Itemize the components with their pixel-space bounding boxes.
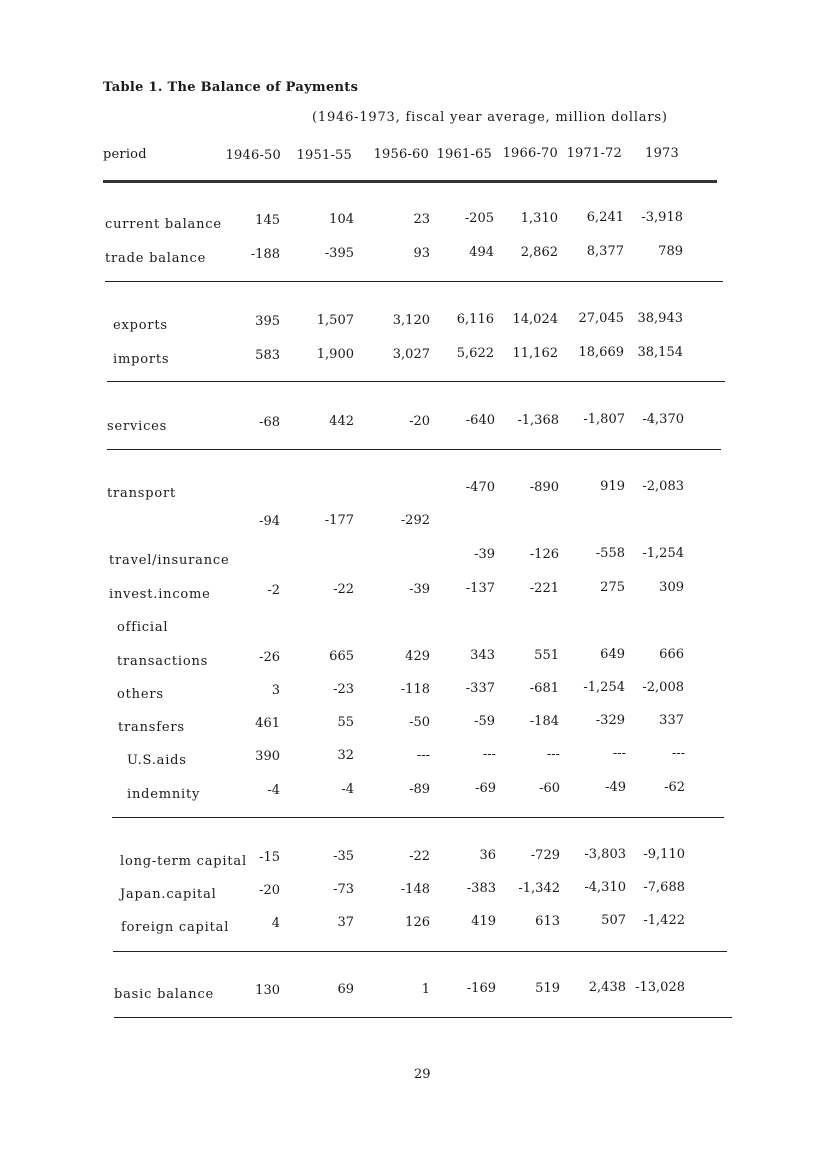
table-cell: -4,310 bbox=[584, 880, 626, 895]
table-cell: -188 bbox=[250, 247, 280, 262]
table-cell: -94 bbox=[259, 514, 280, 529]
table-cell: 104 bbox=[329, 212, 354, 227]
table-cell: -62 bbox=[664, 780, 685, 795]
table-cell: 390 bbox=[255, 749, 280, 764]
column-header: 1961-65 bbox=[436, 147, 492, 162]
table-cell: -337 bbox=[465, 681, 495, 696]
table-cell: 4 bbox=[271, 916, 280, 931]
table-cell: 36 bbox=[479, 848, 496, 863]
table-cell: -1,368 bbox=[517, 413, 559, 428]
table-cell: 309 bbox=[659, 580, 684, 595]
table-cell: 429 bbox=[405, 649, 430, 664]
table-cell: -1,254 bbox=[642, 546, 684, 561]
table-cell: 18,669 bbox=[578, 345, 624, 360]
table-cell: -49 bbox=[605, 780, 626, 795]
table-cell: 23 bbox=[413, 212, 430, 227]
table-cell: -23 bbox=[333, 682, 354, 697]
table-cell: 6,116 bbox=[456, 312, 494, 327]
table-cell: -69 bbox=[475, 781, 496, 796]
table-cell: --- bbox=[612, 746, 626, 761]
table-cell: -126 bbox=[529, 547, 559, 562]
page-number: 29 bbox=[414, 1067, 431, 1082]
table-cell: 1,310 bbox=[520, 211, 558, 226]
table-cell: -169 bbox=[466, 981, 496, 996]
table-cell: 343 bbox=[470, 648, 495, 663]
period-header: period bbox=[103, 147, 147, 162]
table-cell: --- bbox=[546, 747, 560, 762]
table-cell: 275 bbox=[600, 580, 625, 595]
table-cell: -2 bbox=[267, 583, 280, 598]
table-cell: -729 bbox=[530, 848, 560, 863]
table-cell: -20 bbox=[259, 883, 280, 898]
table-title: Table 1. The Balance of Payments bbox=[103, 80, 359, 95]
row-label: invest.income bbox=[109, 587, 211, 602]
table-cell: -890 bbox=[529, 480, 559, 495]
table-cell: 519 bbox=[535, 981, 560, 996]
table-cell: -470 bbox=[465, 480, 495, 495]
table-cell: -4 bbox=[341, 782, 354, 797]
row-label: transfers bbox=[118, 720, 185, 735]
table-cell: -4,370 bbox=[642, 412, 684, 427]
table-cell: -35 bbox=[333, 849, 354, 864]
table-cell: -2,008 bbox=[642, 680, 684, 695]
table-cell: 37 bbox=[337, 915, 354, 930]
table-cell: -2,083 bbox=[642, 479, 684, 494]
table-cell: 419 bbox=[471, 914, 496, 929]
table-cell: 665 bbox=[329, 649, 354, 664]
table-cell: -177 bbox=[324, 513, 354, 528]
table-cell: 1,507 bbox=[316, 313, 354, 328]
table-cell: -3,918 bbox=[641, 210, 683, 225]
table-cell: -50 bbox=[409, 715, 430, 730]
table-cell: 2,862 bbox=[520, 245, 558, 260]
table-cell: 3 bbox=[271, 683, 280, 698]
table-cell: -9,110 bbox=[643, 847, 685, 862]
table-cell: --- bbox=[671, 746, 685, 761]
table-cell: 551 bbox=[534, 648, 559, 663]
table-cell: -292 bbox=[400, 513, 430, 528]
table-cell: -184 bbox=[529, 714, 559, 729]
table-cell: 3,120 bbox=[392, 313, 430, 328]
row-label: others bbox=[117, 687, 164, 702]
table-cell: 507 bbox=[601, 913, 626, 928]
table-divider bbox=[107, 449, 721, 450]
table-cell: -205 bbox=[464, 211, 494, 226]
table-cell: 8,377 bbox=[586, 244, 624, 259]
row-label: trade balance bbox=[105, 251, 207, 266]
table-cell: -1,422 bbox=[643, 913, 685, 928]
table-cell: 6,241 bbox=[586, 210, 624, 225]
table-cell: 11,162 bbox=[512, 346, 558, 361]
table-cell: -68 bbox=[259, 415, 280, 430]
table-divider bbox=[112, 817, 724, 818]
table-cell: -26 bbox=[259, 650, 280, 665]
row-label: exports bbox=[113, 318, 168, 333]
column-header: 1946-50 bbox=[225, 148, 281, 163]
table-divider bbox=[114, 1017, 732, 1018]
table-cell: -329 bbox=[595, 713, 625, 728]
table-cell: -59 bbox=[474, 714, 495, 729]
table-cell: -73 bbox=[333, 882, 354, 897]
table-cell: -1,342 bbox=[518, 881, 560, 896]
table-cell: -15 bbox=[259, 850, 280, 865]
column-header: 1951-55 bbox=[296, 148, 352, 163]
table-cell: 32 bbox=[337, 748, 354, 763]
table-cell: 130 bbox=[255, 983, 280, 998]
table-cell: 27,045 bbox=[578, 311, 624, 326]
table-divider bbox=[103, 180, 717, 183]
table-cell: -3,803 bbox=[584, 847, 626, 862]
row-label: travel/insurance bbox=[109, 553, 230, 568]
table-cell: 38,943 bbox=[637, 311, 683, 326]
table-cell: 69 bbox=[337, 982, 354, 997]
table-subtitle: (1946-1973, fiscal year average, million dollars) bbox=[312, 110, 668, 125]
table-cell: -221 bbox=[529, 581, 559, 596]
table-cell: 2,438 bbox=[588, 980, 626, 995]
table-cell: -1,254 bbox=[583, 680, 625, 695]
row-label: indemnity bbox=[127, 787, 201, 802]
table-cell: -148 bbox=[400, 882, 430, 897]
row-label: transactions bbox=[117, 654, 209, 669]
table-cell: 14,024 bbox=[512, 312, 558, 327]
table-cell: -39 bbox=[409, 582, 430, 597]
row-label: long-term capital bbox=[120, 854, 247, 869]
table-cell: -60 bbox=[539, 781, 560, 796]
table-cell: --- bbox=[482, 747, 496, 762]
table-divider bbox=[107, 381, 725, 382]
table-cell: 126 bbox=[405, 915, 430, 930]
table-cell: -383 bbox=[466, 881, 496, 896]
table-cell: -558 bbox=[595, 546, 625, 561]
row-label: basic balance bbox=[114, 987, 215, 1002]
table-cell: 1 bbox=[421, 982, 430, 997]
table-cell: -13,028 bbox=[635, 980, 685, 995]
column-header: 1973 bbox=[645, 146, 679, 161]
row-label: official bbox=[117, 620, 169, 635]
table-cell: 666 bbox=[659, 647, 684, 662]
table-cell: 55 bbox=[337, 715, 354, 730]
table-cell: 395 bbox=[255, 314, 280, 329]
table-cell: 5,622 bbox=[456, 346, 494, 361]
table-cell: -22 bbox=[409, 849, 430, 864]
table-cell: 649 bbox=[600, 647, 625, 662]
row-label: transport bbox=[107, 486, 177, 501]
row-label: U.S.aids bbox=[127, 753, 187, 768]
row-label: Japan.capital bbox=[120, 887, 217, 902]
column-header: 1971-72 bbox=[566, 146, 622, 161]
table-divider bbox=[113, 951, 727, 952]
table-cell: 613 bbox=[535, 914, 560, 929]
column-header: 1956-60 bbox=[373, 147, 429, 162]
table-cell: -118 bbox=[400, 682, 430, 697]
table-cell: 93 bbox=[413, 246, 430, 261]
table-cell: 1,900 bbox=[316, 347, 354, 362]
row-label: current balance bbox=[105, 217, 222, 232]
table-cell: -39 bbox=[474, 547, 495, 562]
table-cell: -7,688 bbox=[643, 880, 685, 895]
table-cell: 337 bbox=[659, 713, 684, 728]
table-cell: 919 bbox=[600, 479, 625, 494]
table-cell: -137 bbox=[465, 581, 495, 596]
table-cell: -89 bbox=[409, 782, 430, 797]
row-label: services bbox=[107, 419, 168, 434]
table-cell: 789 bbox=[658, 244, 683, 259]
table-cell: 38,154 bbox=[637, 345, 683, 360]
table-cell: -640 bbox=[465, 413, 495, 428]
table-cell: 145 bbox=[255, 213, 280, 228]
table-cell: 461 bbox=[255, 716, 280, 731]
table-cell: -22 bbox=[333, 582, 354, 597]
column-header: 1966-70 bbox=[502, 146, 558, 161]
table-cell: -1,807 bbox=[583, 412, 625, 427]
table-cell: -395 bbox=[324, 246, 354, 261]
row-label: foreign capital bbox=[121, 920, 230, 935]
table-cell: 442 bbox=[329, 414, 354, 429]
row-label: imports bbox=[113, 352, 170, 367]
table-cell: -20 bbox=[409, 414, 430, 429]
table-cell: --- bbox=[416, 748, 430, 763]
table-cell: 494 bbox=[469, 245, 494, 260]
table-cell: 3,027 bbox=[392, 347, 430, 362]
table-divider bbox=[105, 281, 723, 282]
table-cell: -4 bbox=[267, 783, 280, 798]
table-cell: 583 bbox=[255, 348, 280, 363]
table-cell: -681 bbox=[529, 681, 559, 696]
